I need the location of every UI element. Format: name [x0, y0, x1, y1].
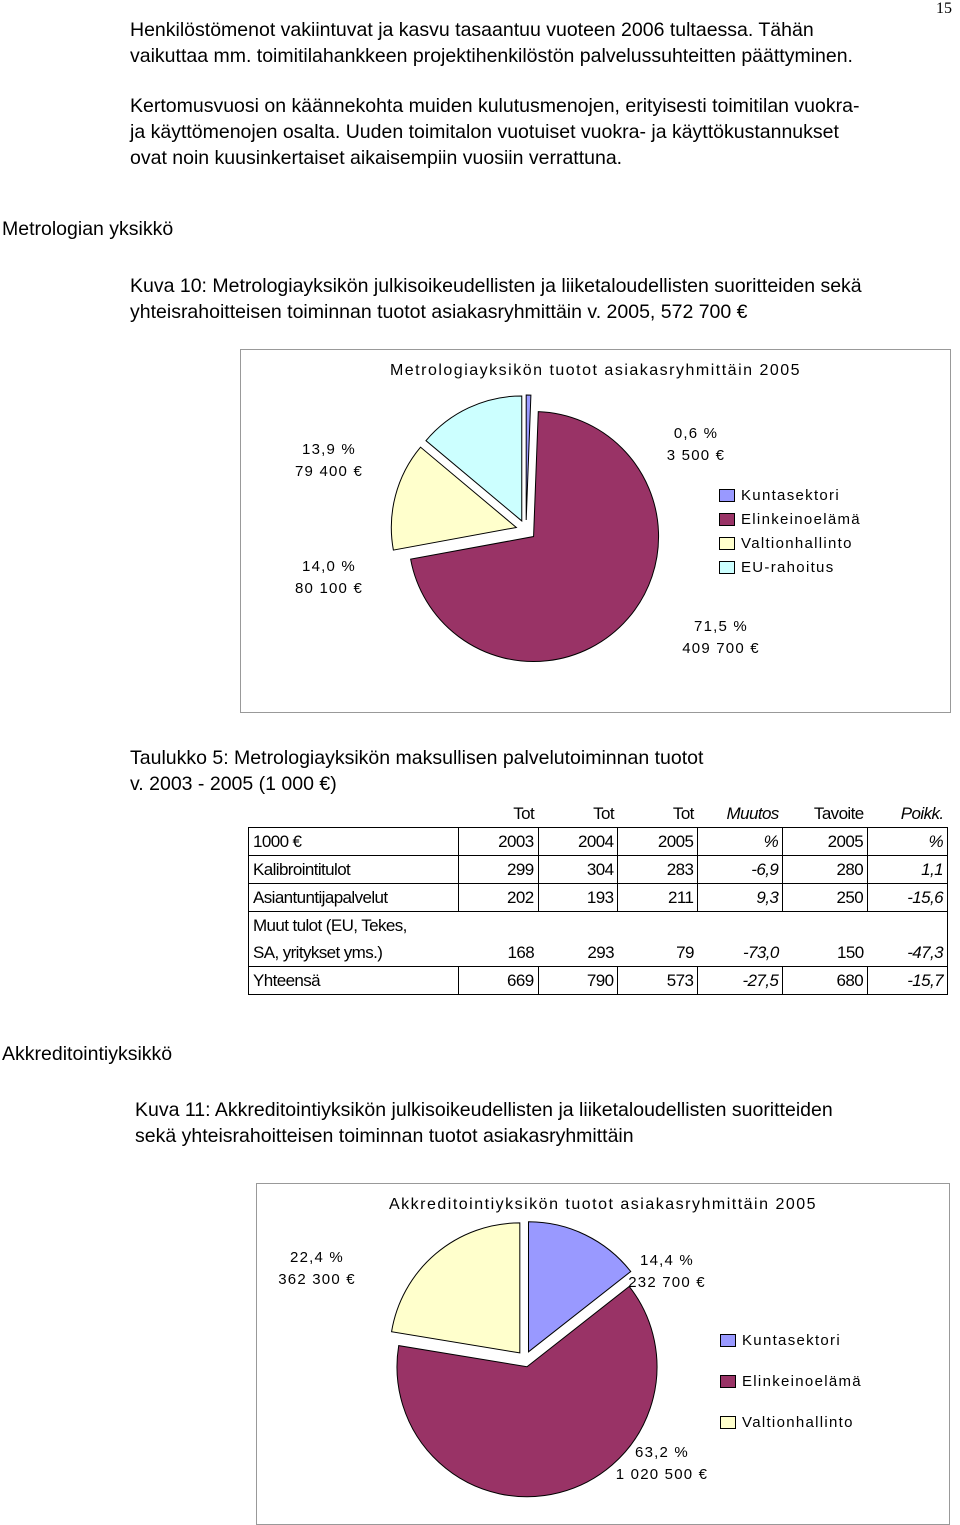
- label-amount: 362 300 €: [278, 1271, 356, 1288]
- caption-line: Kuva 11: Akkreditointiyksikön julkisoikeudellisten ja liiketaloudellisten suoritteiden: [135, 1099, 833, 1121]
- text-line: ja käyttömenojen osalta. Uuden toimitalon vuotuiset vuokra- ja käyttökustannukset: [130, 121, 839, 143]
- data-label-valtionhallinto: [257, 1247, 377, 1291]
- legend-label: Elinkeinoelämä: [742, 1373, 862, 1390]
- header-cell: Poikk.: [900, 803, 944, 823]
- table-cell: 304: [538, 856, 618, 884]
- caption-line: sekä yhteisrahoitteisen toiminnan tuotot asiakasryhmittäin: [135, 1125, 634, 1147]
- label-amount: 79 400 €: [295, 463, 363, 480]
- label-amount: 3 500 €: [666, 447, 726, 464]
- pie-slice-valtionhallinto: [392, 1223, 520, 1353]
- text-line: Henkilöstömenot vakiintuvat ja kasvu tasaantuu vuoteen 2006 tultaessa. Tähän: [130, 19, 814, 41]
- header-cell: [249, 800, 459, 828]
- legend-item: [719, 531, 861, 555]
- legend-item: [720, 1361, 862, 1402]
- legend-item: [720, 1320, 862, 1361]
- legend-swatch: [719, 537, 735, 550]
- header-cell: 1000 €: [249, 828, 459, 856]
- figure-caption-10: [130, 273, 862, 325]
- table-cell: 193: [538, 884, 618, 912]
- table-cell: 9,3: [698, 884, 783, 912]
- row-label: Asiantuntijapalvelut: [249, 884, 459, 912]
- chart-title: Metrologiayksikön tuotot asiakasryhmittäin 2005: [389, 362, 802, 379]
- header-cell: Muutos: [726, 803, 779, 823]
- data-label-kuntasektori: [636, 423, 756, 467]
- table-cell: 1,1: [868, 856, 948, 884]
- legend-item: [719, 555, 861, 579]
- data-label-kuntasektori: [607, 1250, 727, 1294]
- legend-swatch: [719, 561, 735, 574]
- label-pct: 14,4 %: [640, 1252, 694, 1269]
- table-cell: 280: [783, 856, 868, 884]
- legend-label: EU-rahoitus: [741, 558, 835, 576]
- paragraph-consumption-costs: [130, 93, 859, 171]
- data-label-elinkeinoelama: [592, 1442, 732, 1486]
- legend-label: Valtionhallinto: [741, 534, 853, 552]
- row-label: Yhteensä: [249, 967, 459, 995]
- label-pct: 22,4 %: [290, 1249, 344, 1266]
- accreditation-pie-chart: [256, 1183, 950, 1525]
- page-number: 15: [936, 0, 952, 17]
- table-cell: [618, 912, 698, 940]
- row-label: Kalibrointitulot: [249, 856, 459, 884]
- table-cell: 150: [837, 942, 864, 962]
- label-pct: 0,6 %: [673, 425, 719, 442]
- chart-title: Akkreditointiyksikön tuotot asiakasryhmittäin 2005: [388, 1196, 818, 1213]
- legend-swatch: [720, 1334, 736, 1347]
- table-row: [249, 856, 948, 884]
- table-header-row: [249, 828, 948, 856]
- label-amount: 409 700 €: [682, 640, 760, 657]
- legend-swatch: [720, 1416, 736, 1429]
- header-cell: %: [868, 828, 948, 856]
- header-cell: Tot: [593, 803, 614, 823]
- legend-label: Kuntasektori: [742, 1332, 841, 1349]
- label-pct: 63,2 %: [635, 1444, 689, 1461]
- table-cell: [538, 912, 618, 940]
- table-cell: 293: [587, 942, 614, 962]
- chart-legend: [719, 483, 861, 579]
- table-header-row: [249, 800, 948, 828]
- label-pct: 14,0 %: [302, 558, 356, 575]
- table-cell: -6,9: [698, 856, 783, 884]
- legend-swatch: [719, 489, 735, 502]
- caption-line: Taulukko 5: Metrologiayksikön maksullisen palvelutoiminnan tuotot: [130, 747, 704, 769]
- header-cell: 2005: [618, 828, 698, 856]
- pie-slice-kuntasektori: [526, 395, 531, 520]
- chart-legend: [720, 1320, 862, 1443]
- table-cell: 790: [538, 967, 618, 995]
- table-cell: [868, 912, 948, 940]
- legend-item: [719, 483, 861, 507]
- header-cell: Tot: [513, 803, 535, 823]
- caption-line: yhteisrahoitteisen toiminnan tuotot asiakasryhmittäin v. 2005, 572 700 €: [130, 301, 748, 323]
- revenue-table: [248, 800, 948, 995]
- header-cell: 2003: [458, 828, 538, 856]
- row-label: Muut tulot (EU, Tekes,: [249, 912, 459, 940]
- label-pct: 71,5 %: [694, 618, 748, 635]
- legend-swatch: [720, 1375, 736, 1388]
- table-cell: 211: [618, 884, 698, 912]
- table-cell: 168: [507, 942, 535, 962]
- table-cell: 283: [618, 856, 698, 884]
- metrology-pie-chart: [240, 349, 951, 713]
- table-cell: 573: [618, 967, 698, 995]
- legend-item: [719, 507, 861, 531]
- table-cell: [458, 912, 538, 940]
- caption-line: v. 2003 - 2005 (1 000 €): [130, 773, 337, 795]
- table-cell: -73,0: [742, 942, 779, 962]
- header-cell: 2005: [783, 828, 868, 856]
- table-row-total: [249, 967, 948, 995]
- table-cell: -15,6: [868, 884, 948, 912]
- table-cell: [698, 912, 783, 940]
- figure-caption-11: [135, 1097, 833, 1149]
- legend-swatch: [719, 513, 735, 526]
- text-line: ovat noin kuusinkertaiset aikaisempiin vuosiin verrattuna.: [130, 147, 623, 169]
- label-amount: 1 020 500 €: [615, 1466, 709, 1483]
- table-cell: 250: [783, 884, 868, 912]
- caption-line: Kuva 10: Metrologiayksikön julkisoikeudellisten ja liiketaloudellisten suoritteiden sekä: [130, 275, 862, 297]
- table-caption-5: [130, 745, 703, 797]
- table-cell: [783, 912, 868, 940]
- table-cell: -27,5: [698, 967, 783, 995]
- data-label-valtionhallinto: [269, 556, 389, 600]
- text-line: vaikuttaa mm. toimitilahankkeen projektihenkilöstön palvelussuhteitten päättyminen.: [130, 45, 853, 67]
- legend-label: Kuntasektori: [741, 486, 840, 504]
- table-cell: 680: [783, 967, 868, 995]
- paragraph-staff-costs: [130, 17, 853, 69]
- table-cell: -47,3: [868, 939, 948, 967]
- header-cell: 2004: [538, 828, 618, 856]
- text-line: Kertomusvuosi on käännekohta muiden kulutusmenojen, erityisesti toimitilan vuokra-: [130, 95, 860, 117]
- table-cell: 669: [458, 967, 538, 995]
- table-cell: -15,7: [868, 967, 948, 995]
- table-cell: 299: [458, 856, 538, 884]
- table-cell: 79: [676, 942, 694, 962]
- section-heading-accreditation: Akkreditointiyksikkö: [2, 1043, 173, 1065]
- table-row: [249, 884, 948, 912]
- row-label: SA, yritykset yms.): [249, 939, 459, 967]
- legend-label: Valtionhallinto: [742, 1414, 854, 1431]
- header-cell: Tavoite: [813, 803, 864, 823]
- header-cell: Tot: [672, 803, 694, 823]
- legend-item: [720, 1402, 862, 1443]
- label-amount: 80 100 €: [295, 580, 363, 597]
- table-row: [249, 912, 948, 940]
- table-row: [249, 939, 948, 967]
- table-cell: 202: [458, 884, 538, 912]
- data-label-eu-rahoitus: [269, 439, 389, 483]
- label-pct: 13,9 %: [302, 441, 356, 458]
- label-amount: 232 700 €: [628, 1274, 706, 1291]
- section-heading-metrology: Metrologian yksikkö: [2, 218, 174, 240]
- header-cell: %: [698, 828, 783, 856]
- legend-label: Elinkeinoelämä: [741, 510, 861, 528]
- data-label-elinkeinoelama: [661, 616, 781, 660]
